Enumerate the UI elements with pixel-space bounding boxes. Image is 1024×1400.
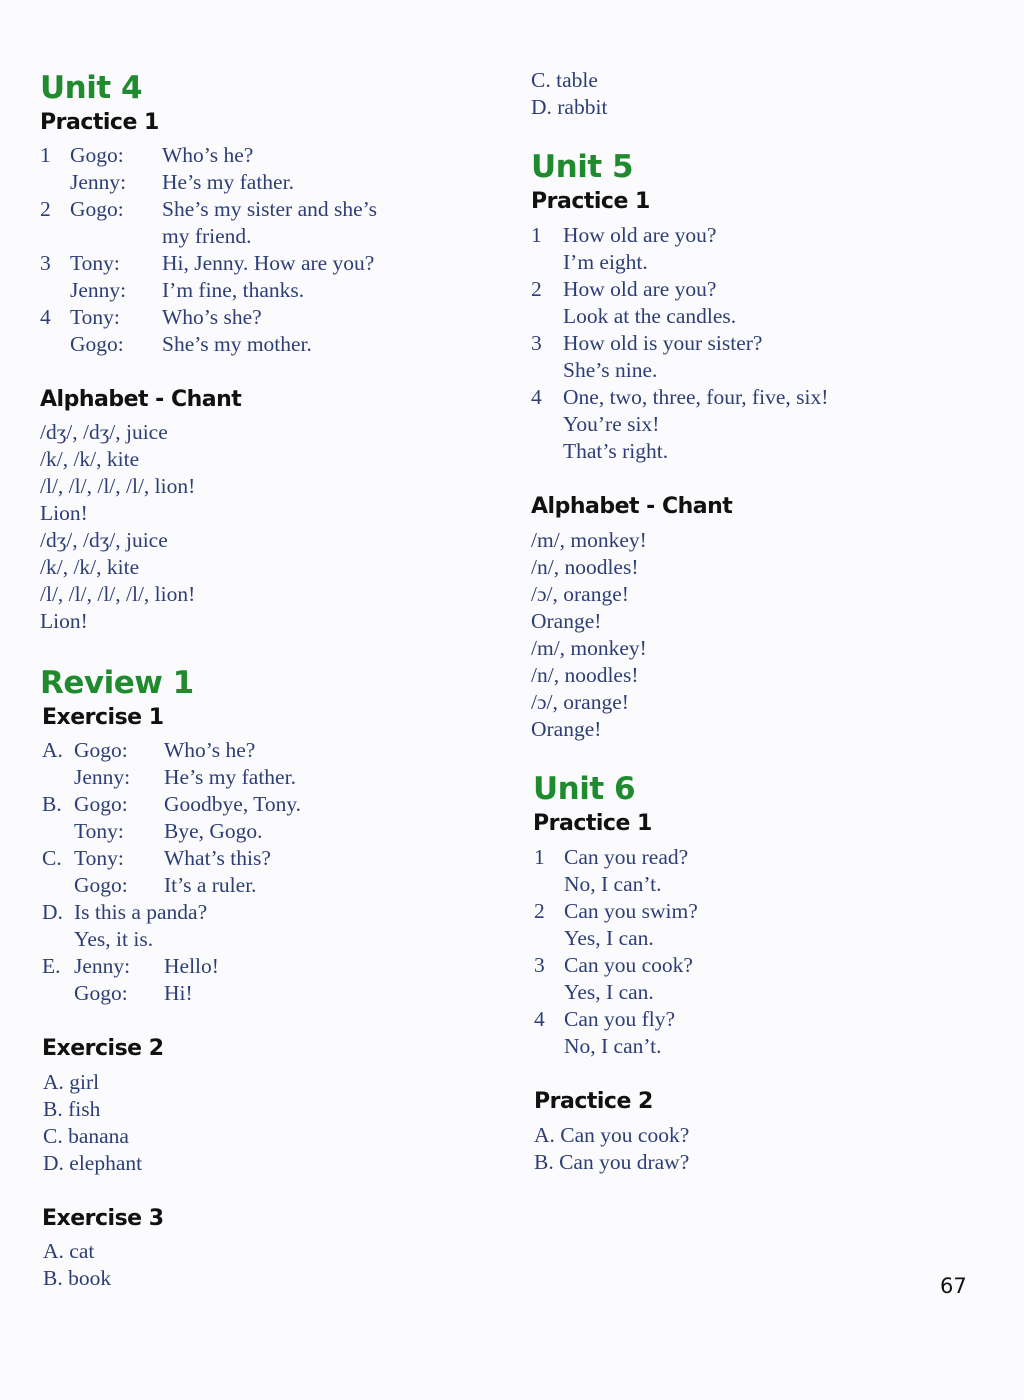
chant-line: /l/, /l/, /l/, /l/, lion! <box>40 474 196 498</box>
unit-4-chant-lines <box>40 419 195 635</box>
chant-line: /k/, /k/, kite <box>40 447 140 471</box>
answer-line: A. cat <box>43 1239 95 1263</box>
answer-line: B. book <box>43 1266 112 1290</box>
answer-line: C. banana <box>43 1124 129 1148</box>
review-1-exercise-3-answers-continued <box>531 67 607 121</box>
answer-line: D. elephant <box>43 1151 143 1175</box>
chant-line: Orange! <box>531 717 602 741</box>
chant-line: /ɔ/, orange! <box>531 690 629 714</box>
answer-line: A. girl <box>43 1070 100 1094</box>
answer-line: A. Can you cook? <box>534 1123 690 1147</box>
review-1-exercise-2-title: Exercise 2 <box>42 1036 164 1061</box>
unit-4-chant-title: Alphabet - Chant <box>40 387 242 412</box>
chant-line: /dʒ/, /dʒ/, juice <box>40 420 168 444</box>
unit-4-practice-1-title: Practice 1 <box>40 110 159 135</box>
chant-line: /k/, /k/, kite <box>40 555 140 579</box>
answer-line: C. table <box>531 68 598 92</box>
unit-6-title: Unit 6 <box>533 771 636 807</box>
chant-line: /m/, monkey! <box>531 528 647 552</box>
chant-line: /dʒ/, /dʒ/, juice <box>40 528 168 552</box>
review-1-title: Review 1 <box>40 665 194 701</box>
unit-5-practice-1-title: Practice 1 <box>531 189 650 214</box>
review-1-exercise-3-answers <box>43 1238 111 1292</box>
answer-line: D. rabbit <box>531 95 608 119</box>
unit-6-practice-2-lines <box>534 1122 689 1176</box>
chant-line: /m/, monkey! <box>531 636 647 660</box>
review-1-exercise-3-title: Exercise 3 <box>42 1206 164 1231</box>
unit-6-practice-1-title: Practice 1 <box>533 811 652 836</box>
review-1-exercise-1-title: Exercise 1 <box>42 705 164 730</box>
chant-line: /ɔ/, orange! <box>531 582 629 606</box>
page-number: 67 <box>940 1274 967 1298</box>
chant-line: Lion! <box>40 501 88 525</box>
chant-line: Orange! <box>531 609 602 633</box>
unit-5-chant-lines <box>531 527 647 743</box>
chant-line: /n/, noodles! <box>531 663 639 687</box>
chant-line: Lion! <box>40 609 88 633</box>
chant-line: /n/, noodles! <box>531 555 639 579</box>
review-1-exercise-2-answers <box>43 1069 142 1177</box>
chant-line: /l/, /l/, /l/, /l/, lion! <box>40 582 196 606</box>
unit-5-title: Unit 5 <box>531 149 634 185</box>
answer-line: B. fish <box>43 1097 101 1121</box>
answer-line: B. Can you draw? <box>534 1150 690 1174</box>
unit-5-chant-title: Alphabet - Chant <box>531 494 733 519</box>
unit-6-practice-2-title: Practice 2 <box>534 1089 653 1114</box>
unit-4-title: Unit 4 <box>40 70 143 106</box>
